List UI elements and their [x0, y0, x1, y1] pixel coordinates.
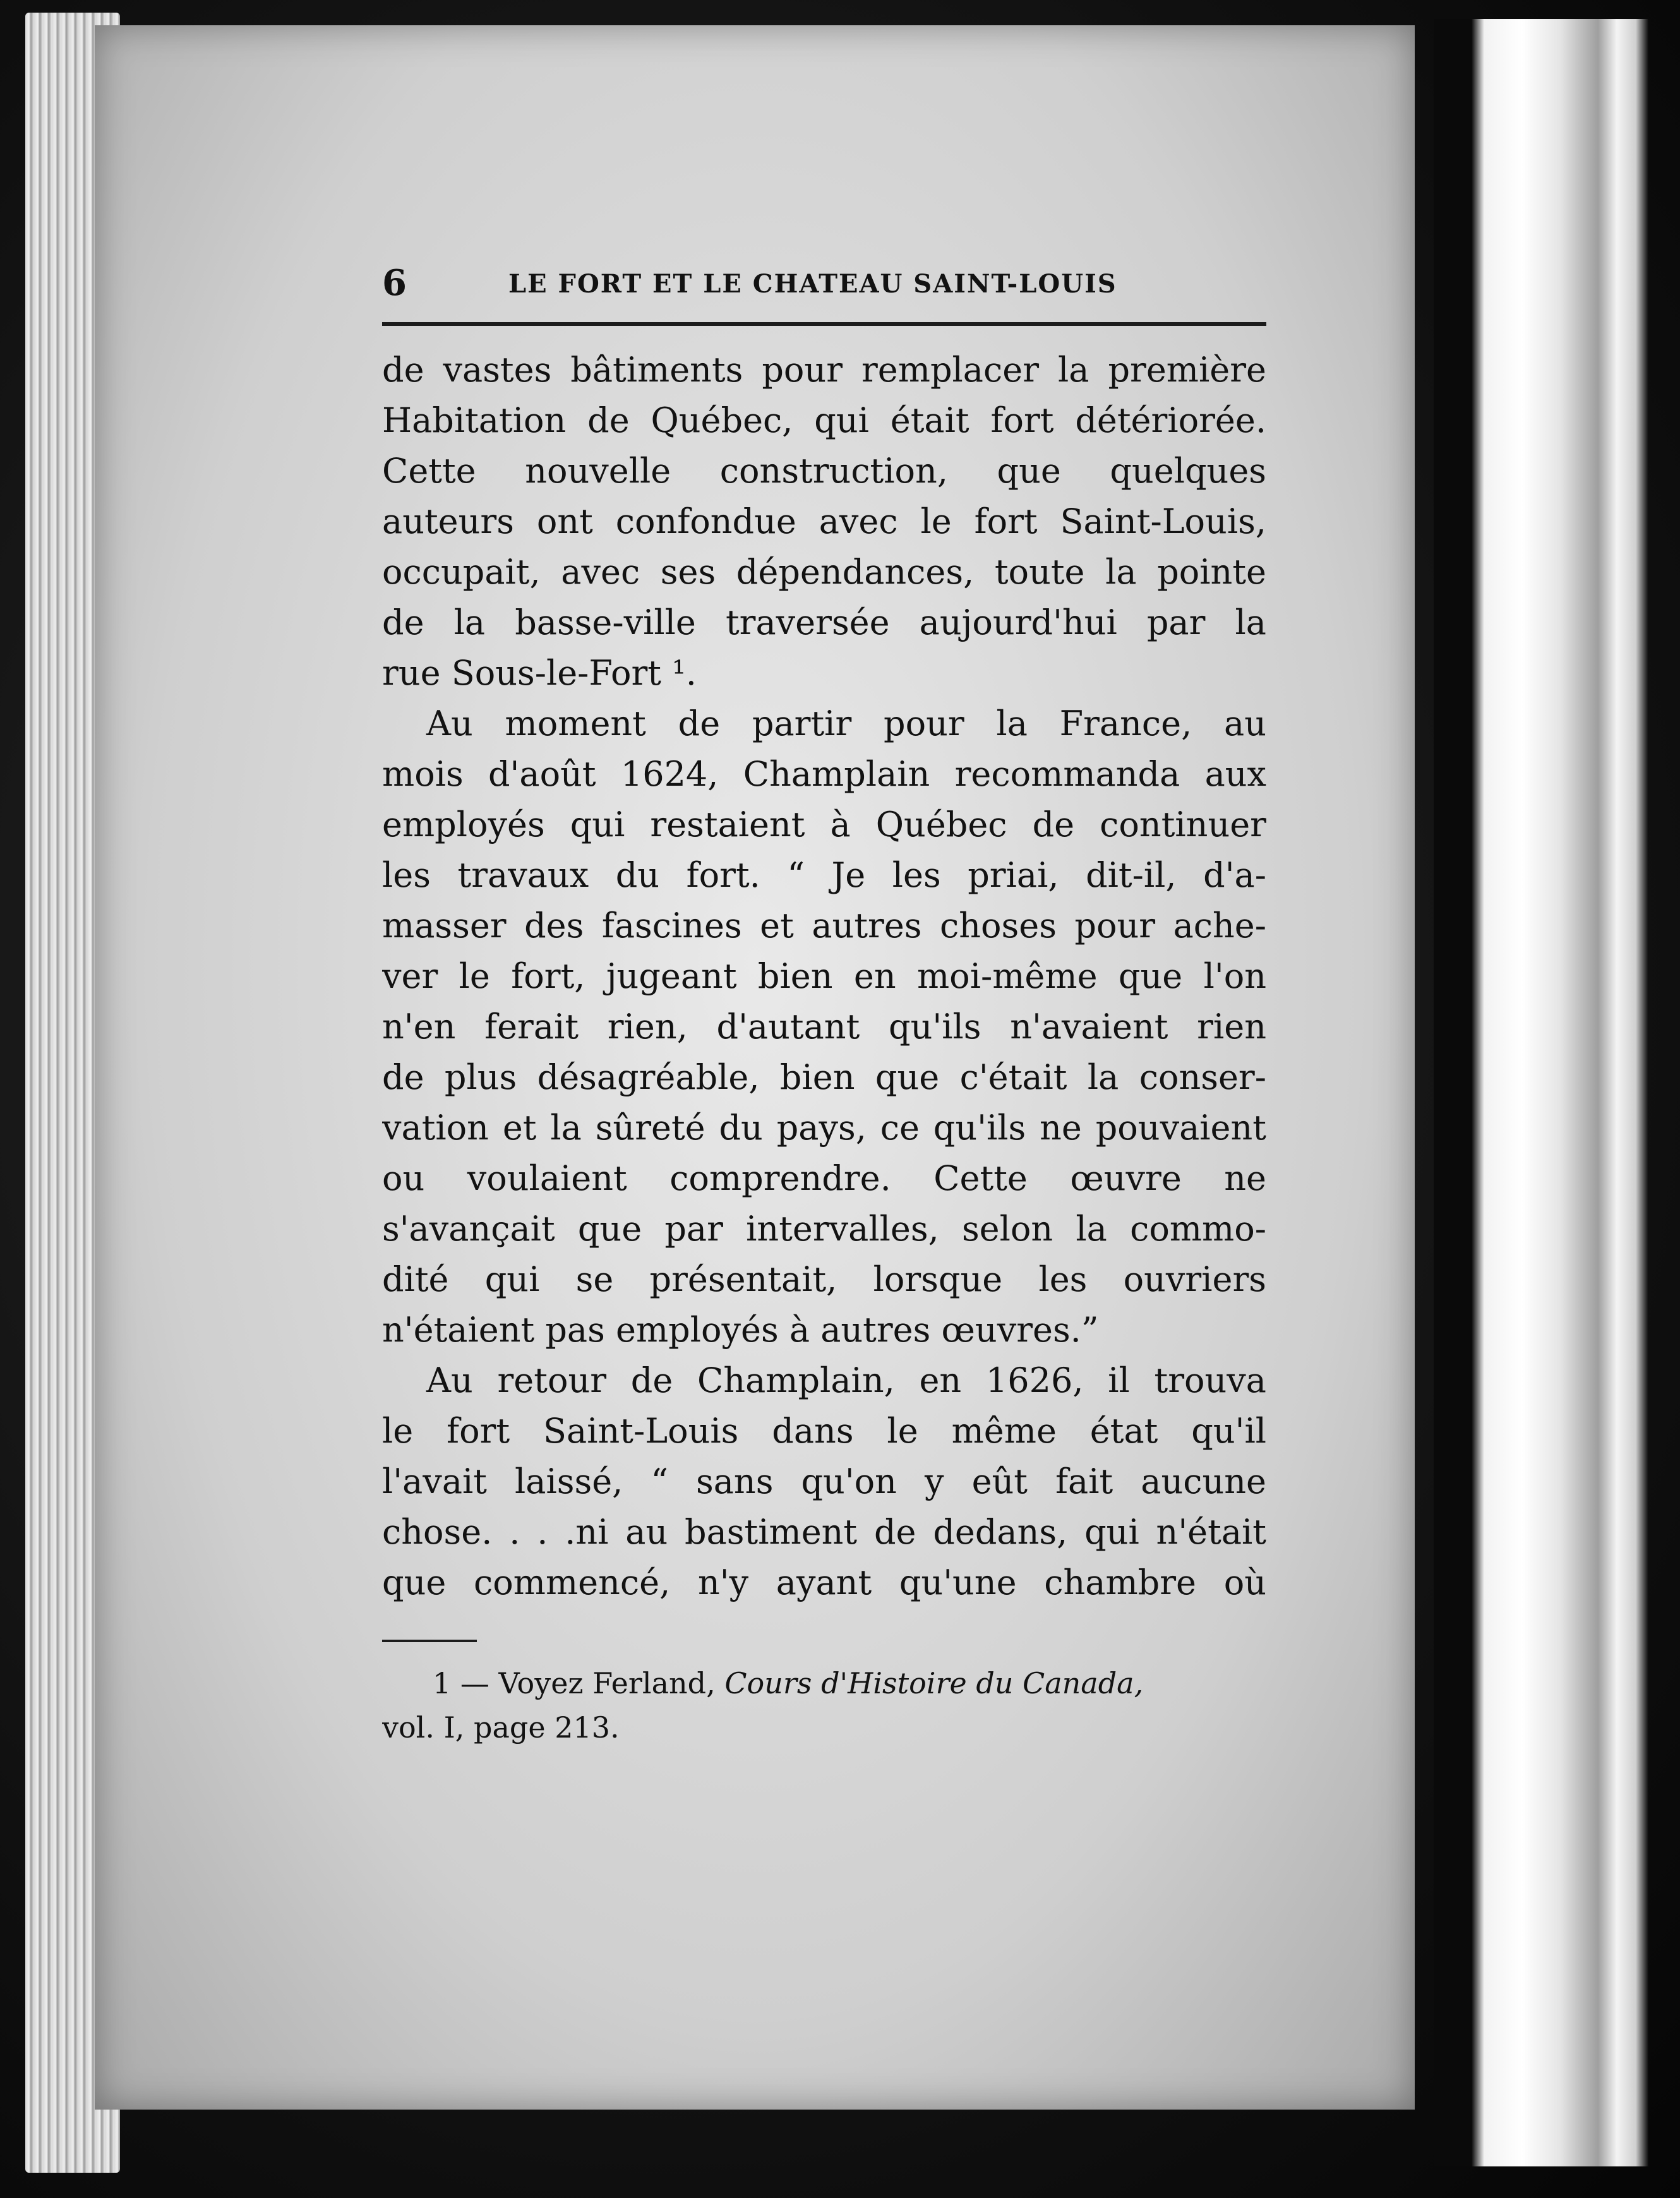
footnote-work-title: Cours d'Histoire du Canada, — [724, 1666, 1144, 1700]
text-line: Cette nouvelle construction, que quelques — [382, 451, 1266, 491]
text-line: auteurs ont confondue avec le fort Saint-Louis, — [382, 501, 1266, 541]
text-line: l'avait laissé, “ sans qu'on y eût fait aucune — [382, 1462, 1266, 1501]
running-title: LE FORT ET LE CHATEAU SAINT-LOUIS — [508, 269, 1117, 299]
text-line: le fort Saint-Louis dans le même état qu'il — [382, 1411, 1266, 1451]
text-line: de la basse-ville traversée aujourd'hui par la — [382, 603, 1266, 642]
text-line: occupait, avec ses dépendances, toute la pointe — [382, 552, 1266, 592]
running-head — [382, 253, 1266, 326]
page-text — [382, 253, 1266, 1750]
page-number: 6 — [382, 262, 407, 304]
text-line: Au moment de partir pour la France, au — [426, 704, 1266, 743]
text-line: les travaux du fort. “ Je les priai, dit-il, d'a- — [382, 855, 1266, 895]
text-line: masser des fascines et autres choses pour ache- — [382, 906, 1266, 946]
text-line: ou voulaient comprendre. Cette œuvre ne — [382, 1158, 1266, 1198]
text-line: employés qui restaient à Québec de continuer — [382, 805, 1266, 844]
text-line: dité qui se présentait, lorsque les ouvriers — [382, 1259, 1266, 1299]
text-line: Au retour de Champlain, en 1626, il trouva — [426, 1360, 1266, 1400]
footnote-lead: 1 — Voyez Ferland, — [433, 1666, 725, 1700]
footnote — [382, 1661, 1266, 1705]
text-line: de vastes bâtiments pour remplacer la première — [382, 350, 1266, 390]
text-line: mois d'août 1624, Champlain recommanda aux — [382, 754, 1266, 794]
text-line: de plus désagréable, bien que c'était la conser- — [382, 1057, 1266, 1097]
text-line: que commencé, n'y ayant qu'une chambre où — [382, 1563, 1266, 1602]
footnote-rule — [382, 1640, 477, 1642]
text-line: s'avançait que par intervalles, selon la commo- — [382, 1209, 1266, 1249]
text-line: ver le fort, jugeant bien en moi-même que l'on — [382, 956, 1266, 996]
text-line: n'étaient pas employés à autres œuvres.” — [382, 1310, 1099, 1350]
text-line: n'en ferait rien, d'autant qu'ils n'avaient rien — [382, 1007, 1266, 1047]
text-line: Habitation de Québec, qui était fort détériorée. — [382, 400, 1266, 440]
text-line: rue Sous-le-Fort ¹. — [382, 653, 697, 693]
text-line: vation et la sûreté du pays, ce qu'ils ne pouvaient — [382, 1108, 1266, 1148]
book-right-leaves — [1434, 19, 1648, 2166]
footnote-line-2: vol. I, page 213. — [382, 1710, 620, 1745]
text-line: chose. . . .ni au bastiment de dedans, qui n'était — [382, 1512, 1266, 1552]
